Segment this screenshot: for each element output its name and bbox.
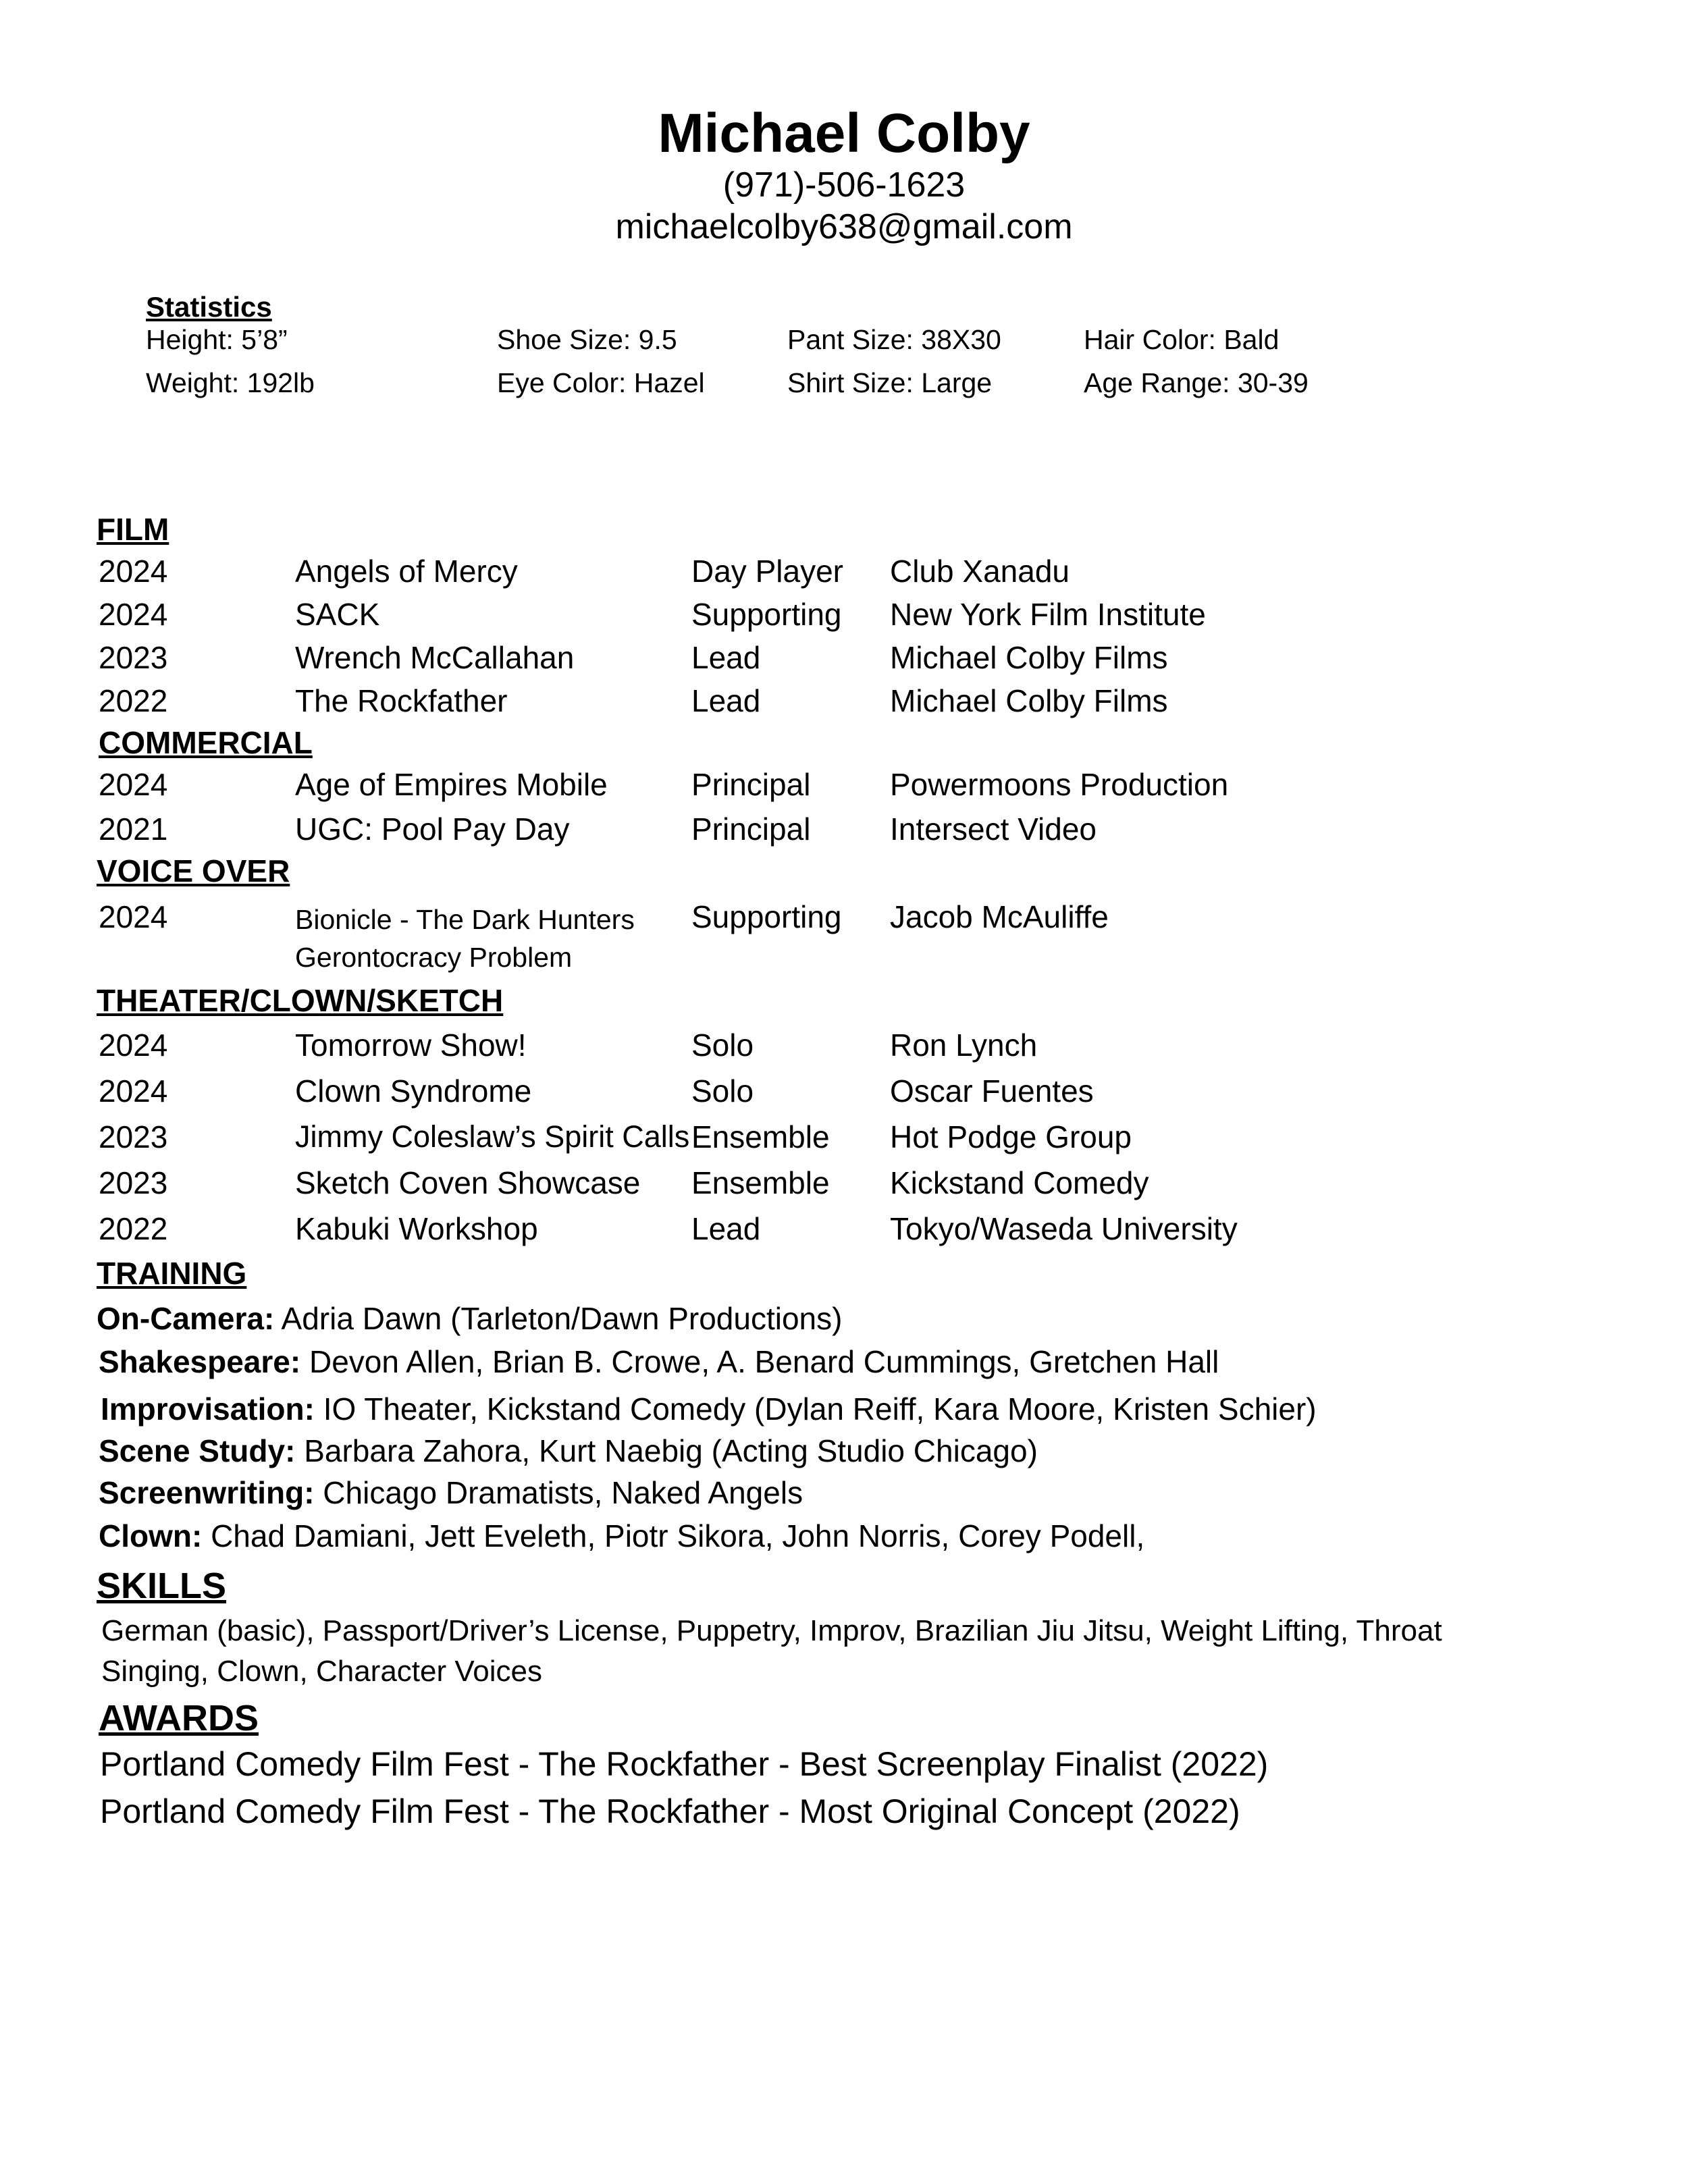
stat-shoe-size: Shoe Size: 9.5	[497, 324, 677, 355]
stat-height: Height: 5’8”	[146, 324, 288, 355]
theater-row-company: Ron Lynch	[890, 1028, 1038, 1063]
training-label: Clown:	[99, 1518, 203, 1553]
theater-row-year: 2022	[99, 1211, 168, 1246]
voice-over-row-title-cont: Gerontocracy Problem	[295, 942, 573, 973]
commercial-row-year: 2024	[99, 767, 168, 802]
skills-text: German (basic), Passport/Driver’s License, Puppetry, Improv, Brazilian Jiu Jitsu, Weight Lifting, Throat Singing, Clown, Character Voices	[101, 1614, 1442, 1688]
training-item	[99, 1516, 1144, 1555]
film-row-title: Angels of Mercy	[295, 554, 518, 589]
film-row-role: Supporting	[691, 597, 842, 632]
theater-row-role: Solo	[691, 1028, 754, 1063]
film-row-title: Wrench McCallahan	[295, 640, 575, 675]
stat-shirt-size: Shirt Size: Large	[787, 367, 993, 398]
email-address: michaelcolby638@gmail.com	[615, 207, 1073, 246]
commercial-heading: COMMERCIAL	[99, 725, 313, 760]
theater-row-year: 2024	[99, 1028, 168, 1063]
training-text: Chicago Dramatists, Naked Angels	[314, 1475, 803, 1510]
voice-over-row-year: 2024	[99, 899, 168, 934]
training-item	[99, 1431, 1038, 1470]
training-item	[101, 1389, 1317, 1429]
film-row-role: Day Player	[691, 554, 843, 589]
theater-row-title: Sketch Coven Showcase	[295, 1165, 641, 1200]
film-row-year: 2022	[99, 683, 168, 718]
film-heading: FILM	[97, 512, 169, 547]
training-heading: TRAINING	[97, 1256, 247, 1291]
voice-over-row-title: Bionicle - The Dark Hunters	[295, 904, 635, 935]
theater-row-company: Oscar Fuentes	[890, 1073, 1094, 1109]
film-row-year: 2023	[99, 640, 168, 675]
training-label: Screenwriting:	[99, 1475, 315, 1510]
theater-row-year: 2024	[99, 1073, 168, 1109]
theater-row-title: Kabuki Workshop	[295, 1211, 538, 1246]
phone-number: (971)-506-1623	[722, 165, 966, 205]
commercial-row-company: Powermoons Production	[890, 767, 1229, 802]
theater-heading: THEATER/CLOWN/SKETCH	[97, 983, 504, 1018]
theater-row-company: Hot Podge Group	[890, 1119, 1132, 1154]
theater-row-company: Kickstand Comedy	[890, 1165, 1149, 1200]
training-label: Improvisation:	[101, 1391, 315, 1427]
training-item	[99, 1473, 803, 1512]
film-row-year: 2024	[99, 554, 168, 589]
commercial-row-year: 2021	[99, 811, 168, 847]
theater-row-year: 2023	[99, 1119, 168, 1154]
training-text: Chad Damiani, Jett Eveleth, Piotr Sikora, John Norris, Corey Podell,	[202, 1518, 1145, 1553]
film-row-role: Lead	[691, 683, 761, 718]
theater-row-role: Ensemble	[691, 1119, 830, 1154]
voice-over-row-company: Jacob McAuliffe	[890, 899, 1109, 934]
training-text: IO Theater, Kickstand Comedy (Dylan Reiff, Kara Moore, Kristen Schier)	[314, 1391, 1317, 1427]
training-item	[99, 1342, 1219, 1381]
award-item: Portland Comedy Film Fest - The Rockfather - Best Screenplay Finalist (2022)	[100, 1745, 1269, 1783]
training-text: Devon Allen, Brian B. Crowe, A. Benard Cummings, Gretchen Hall	[300, 1344, 1219, 1379]
stat-age-range: Age Range: 30-39	[1084, 367, 1309, 398]
film-row-company: Michael Colby Films	[890, 640, 1168, 675]
stat-pant-size: Pant Size: 38X30	[787, 324, 1001, 355]
awards-heading: AWARDS	[99, 1698, 259, 1738]
statistics-heading: Statistics	[146, 291, 272, 323]
stat-weight: Weight: 192lb	[146, 367, 315, 398]
theater-row-title: Clown Syndrome	[295, 1073, 532, 1109]
theater-row-role: Lead	[691, 1211, 761, 1246]
film-row-title: SACK	[295, 597, 380, 632]
stat-eye-color: Eye Color: Hazel	[497, 367, 705, 398]
theater-row-title: Jimmy Coleslaw’s Spirit Calls	[295, 1119, 690, 1154]
commercial-row-role: Principal	[691, 811, 811, 847]
training-label: On-Camera:	[97, 1301, 275, 1336]
training-label: Shakespeare:	[99, 1344, 301, 1379]
voice-over-heading: VOICE OVER	[97, 853, 290, 888]
commercial-row-role: Principal	[691, 767, 811, 802]
theater-row-year: 2023	[99, 1165, 168, 1200]
stat-hair-color: Hair Color: Bald	[1084, 324, 1280, 355]
theater-row-company: Tokyo/Waseda University	[890, 1211, 1238, 1246]
theater-row-role: Ensemble	[691, 1165, 830, 1200]
training-text: Barbara Zahora, Kurt Naebig (Acting Studio Chicago)	[295, 1433, 1038, 1468]
voice-over-row-role: Supporting	[691, 899, 842, 934]
training-label: Scene Study:	[99, 1433, 296, 1468]
skills-heading: SKILLS	[97, 1566, 227, 1606]
theater-row-title: Tomorrow Show!	[295, 1028, 527, 1063]
training-item	[97, 1299, 842, 1338]
commercial-row-title: Age of Empires Mobile	[295, 767, 608, 802]
film-row-company: New York Film Institute	[890, 597, 1206, 632]
resume-name: Michael Colby	[658, 103, 1030, 164]
training-text: Adria Dawn (Tarleton/Dawn Productions)	[274, 1301, 843, 1336]
theater-row-role: Solo	[691, 1073, 754, 1109]
commercial-row-company: Intersect Video	[890, 811, 1097, 847]
commercial-row-title: UGC: Pool Pay Day	[295, 811, 570, 847]
film-row-year: 2024	[99, 597, 168, 632]
film-row-company: Michael Colby Films	[890, 683, 1168, 718]
film-row-company: Club Xanadu	[890, 554, 1070, 589]
award-item: Portland Comedy Film Fest - The Rockfather - Most Original Concept (2022)	[100, 1792, 1240, 1830]
film-row-title: The Rockfather	[295, 683, 508, 718]
film-row-role: Lead	[691, 640, 761, 675]
